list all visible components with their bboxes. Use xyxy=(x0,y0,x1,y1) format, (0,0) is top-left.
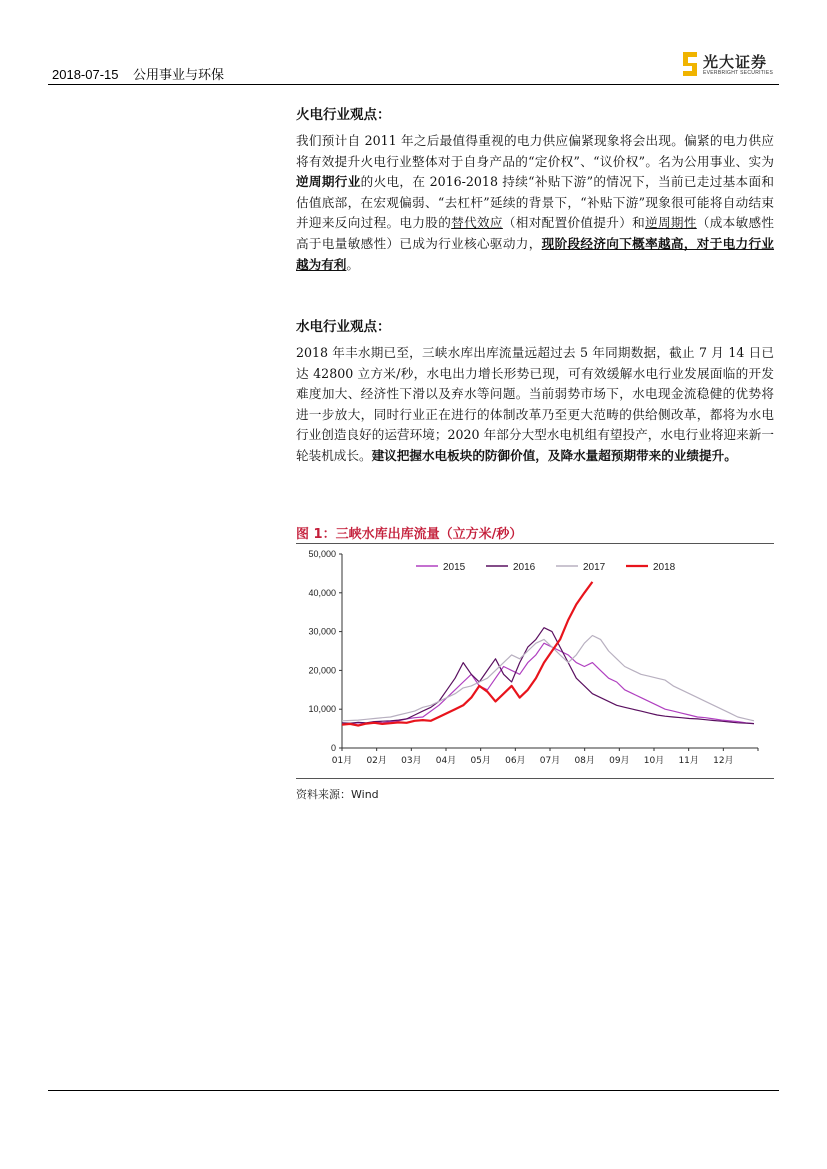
paragraph-thermal xyxy=(296,131,774,275)
y-tick-label: 40,000 xyxy=(308,587,336,598)
logo-text-en: EVERBRIGHT SECURITIES xyxy=(703,70,774,76)
logo-text-cn: 光大证券 xyxy=(703,53,768,71)
text-bold: 建议把握水电板块的防御价值，及降水量超预期带来的业绩提升。 xyxy=(371,447,737,463)
y-tick-label: 30,000 xyxy=(308,626,336,637)
x-tick-label: 06月 xyxy=(505,756,526,766)
footer-divider xyxy=(48,1090,779,1091)
x-tick-label: 08月 xyxy=(574,756,595,766)
section-title-thermal: 火电行业观点： xyxy=(296,107,391,123)
paragraph-hydro xyxy=(296,343,774,467)
legend-label-2016: 2016 xyxy=(513,562,536,573)
series-line-2016 xyxy=(342,628,754,724)
x-tick-label: 05月 xyxy=(470,756,491,766)
brand-logo xyxy=(683,50,783,80)
text-bold-underline: 现阶段经济向下概率越高，对于电力行业越为有利 xyxy=(296,235,775,272)
series-line-2018 xyxy=(342,582,592,726)
text-underline: 逆周期性 xyxy=(645,215,697,231)
y-tick-label: 10,000 xyxy=(308,704,336,715)
header-date-section: 2018-07-15 公用事业与环保 xyxy=(52,67,224,82)
y-tick-label: 0 xyxy=(330,743,336,753)
outflow-line-chart xyxy=(296,544,774,774)
y-tick-label: 50,000 xyxy=(308,549,336,559)
x-tick-label: 11月 xyxy=(678,756,699,766)
text-bold: 逆周期行业 xyxy=(296,174,361,190)
legend-label-2015: 2015 xyxy=(443,562,466,573)
text-span: 的火电，在 2016-2018 持续“补贴下游”的情况下，当前已走过基本面和估值底部，在宏观偏弱、“去杠杆”延续的背景下，“补贴下游”现象很可能将自动结束并迎来反向过程。电力股的 xyxy=(296,174,775,231)
section-title-hydro: 水电行业观点： xyxy=(296,319,391,335)
text-span: 我们预计自 2011 年之后最值得重视的电力供应偏紧现象将会出现。偏紧的电力供应将有效提升火电行业整体对于自身产品的“定价权”、“议价权”。名为公用事业、实为 xyxy=(296,133,774,169)
x-tick-label: 07月 xyxy=(539,756,561,766)
header-divider xyxy=(48,84,779,85)
legend-label-2017: 2017 xyxy=(583,562,606,573)
x-tick-label: 12月 xyxy=(713,756,734,766)
text-span: （成本敏感性高于电量敏感性）已成为行业核心驱动力， xyxy=(296,215,775,251)
y-tick-label: 20,000 xyxy=(308,665,336,676)
x-tick-label: 04月 xyxy=(435,756,457,766)
x-tick-label: 01月 xyxy=(331,756,353,766)
figure-title: 图 1：三峡水库出库流量（立方米/秒） xyxy=(296,527,523,542)
legend-label-2018: 2018 xyxy=(653,562,676,573)
x-tick-label: 03月 xyxy=(401,756,422,766)
x-tick-label: 10月 xyxy=(643,756,665,766)
logo-mark-icon xyxy=(683,52,697,76)
text-span: （相对配置价值提升）和 xyxy=(502,215,646,231)
x-tick-label: 02月 xyxy=(366,756,387,766)
figure-source: 资料来源：Wind xyxy=(296,788,379,801)
x-tick-label: 09月 xyxy=(609,756,630,766)
text-underline: 替代效应 xyxy=(451,215,503,231)
series-line-2017 xyxy=(342,636,754,721)
text-span: 。 xyxy=(346,256,359,272)
text-span: 2018 年丰水期已至，三峡水库出库流量远超过去 5 年同期数据，截止 7 月 14 日已达 42800 立方米/秒，水电出力增长形势已现，可有效缓解水电行业发展面临的开发难度加大、经济性下滑以及弃水等问题。当前弱势市场下，水电现金流稳健的优势将进一步放大，同时行业正在进行的体制改革乃至更大范畴的供给侧改革，都将为水电行业创造良好的运营环境；2020 年部分大型水电机组有望投产，水电行业将迎来新一轮装机成长。 xyxy=(296,345,774,463)
figure-bottom-rule xyxy=(296,778,774,779)
